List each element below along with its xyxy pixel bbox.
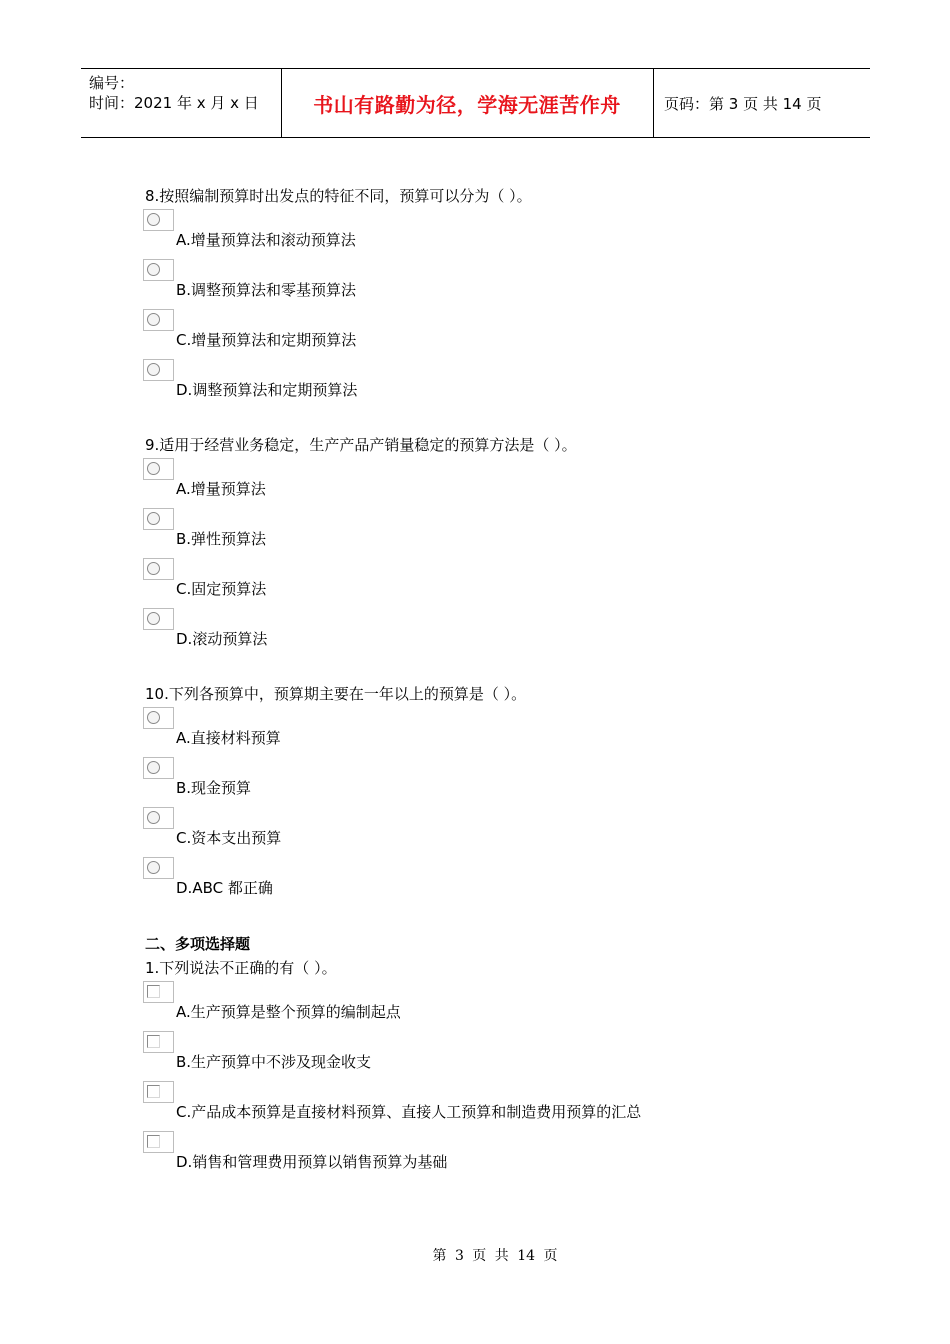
option-label: D.滚动预算法 xyxy=(176,630,268,648)
option-radio[interactable] xyxy=(143,707,743,751)
checkbox[interactable] xyxy=(143,981,174,1003)
radio-icon xyxy=(147,512,160,525)
radio-button[interactable] xyxy=(143,359,174,381)
radio-icon xyxy=(147,761,160,774)
question-title: 1.下列说法不正确的有（ ）。 xyxy=(145,959,337,977)
header-meta-cell xyxy=(81,69,282,137)
radio-button[interactable] xyxy=(143,309,174,331)
option-label: C.资本支出预算 xyxy=(176,829,282,847)
radio-button[interactable] xyxy=(143,259,174,281)
option-checkbox[interactable] xyxy=(143,1131,743,1175)
option-checkbox[interactable] xyxy=(143,1081,743,1125)
option-checkbox[interactable] xyxy=(143,981,743,1025)
header-page-cell xyxy=(654,69,870,137)
question-title: 9.适用于经营业务稳定，生产产品产销量稳定的预算方法是（ ）。 xyxy=(145,436,577,454)
radio-button[interactable] xyxy=(143,707,174,729)
checkbox-icon xyxy=(147,985,160,998)
option-radio[interactable] xyxy=(143,508,743,552)
header-motto-cell xyxy=(281,69,654,137)
question-title: 10.下列各预算中，预算期主要在一年以上的预算是（ ）。 xyxy=(145,685,527,703)
option-label: D.销售和管理费用预算以销售预算为基础 xyxy=(176,1153,448,1171)
motto: 书山有路勤为径，学海无涯苦作舟 xyxy=(313,92,621,117)
option-label: D.调整预算法和定期预算法 xyxy=(176,381,358,399)
option-radio[interactable] xyxy=(143,608,743,652)
option-label: A.增量预算法和滚动预算法 xyxy=(176,231,356,249)
option-label: C.产品成本预算是直接材料预算、直接人工预算和制造费用预算的汇总 xyxy=(176,1103,642,1121)
option-radio[interactable] xyxy=(143,558,743,602)
checkbox[interactable] xyxy=(143,1081,174,1103)
radio-icon xyxy=(147,612,160,625)
option-radio[interactable] xyxy=(143,259,743,303)
section-title: 二、多项选择题 xyxy=(145,935,251,953)
option-label: C.固定预算法 xyxy=(176,580,267,598)
option-radio[interactable] xyxy=(143,458,743,502)
option-label: A.增量预算法 xyxy=(176,480,266,498)
radio-button[interactable] xyxy=(143,209,174,231)
option-label: A.直接材料预算 xyxy=(176,729,281,747)
radio-icon xyxy=(147,861,160,874)
radio-icon xyxy=(147,562,160,575)
page-header xyxy=(81,68,870,138)
radio-button[interactable] xyxy=(143,558,174,580)
radio-button[interactable] xyxy=(143,608,174,630)
radio-icon xyxy=(147,313,160,326)
radio-button[interactable] xyxy=(143,857,174,879)
option-radio[interactable] xyxy=(143,209,743,253)
page-info: 页码：第 3 页 共 14 页 xyxy=(664,94,822,113)
radio-icon xyxy=(147,462,160,475)
radio-icon xyxy=(147,711,160,724)
option-label: B.生产预算中不涉及现金收支 xyxy=(176,1053,372,1071)
radio-button[interactable] xyxy=(143,508,174,530)
checkbox[interactable] xyxy=(143,1131,174,1153)
radio-icon xyxy=(147,213,160,226)
option-checkbox[interactable] xyxy=(143,1031,743,1075)
option-radio[interactable] xyxy=(143,857,743,901)
option-radio[interactable] xyxy=(143,757,743,801)
option-label: B.现金预算 xyxy=(176,779,252,797)
option-radio[interactable] xyxy=(143,309,743,353)
checkbox-icon xyxy=(147,1135,160,1148)
option-radio[interactable] xyxy=(143,807,743,851)
option-label: A.生产预算是整个预算的编制起点 xyxy=(176,1003,401,1021)
radio-icon xyxy=(147,263,160,276)
option-radio[interactable] xyxy=(143,359,743,403)
checkbox-icon xyxy=(147,1035,160,1048)
page-footer: 第 3 页 共 14 页 xyxy=(432,1248,558,1264)
time-label: 时间：2021 年 x 月 x 日 xyxy=(89,94,259,112)
option-label: B.调整预算法和零基预算法 xyxy=(176,281,357,299)
radio-button[interactable] xyxy=(143,458,174,480)
radio-icon xyxy=(147,811,160,824)
option-label: C.增量预算法和定期预算法 xyxy=(176,331,357,349)
checkbox-icon xyxy=(147,1085,160,1098)
option-label: B.弹性预算法 xyxy=(176,530,267,548)
radio-button[interactable] xyxy=(143,807,174,829)
serial-label: 编号： xyxy=(89,74,135,92)
question-title: 8.按照编制预算时出发点的特征不同，预算可以分为（ ）。 xyxy=(145,187,532,205)
checkbox[interactable] xyxy=(143,1031,174,1053)
radio-button[interactable] xyxy=(143,757,174,779)
option-label: D.ABC 都正确 xyxy=(176,879,273,897)
radio-icon xyxy=(147,363,160,376)
